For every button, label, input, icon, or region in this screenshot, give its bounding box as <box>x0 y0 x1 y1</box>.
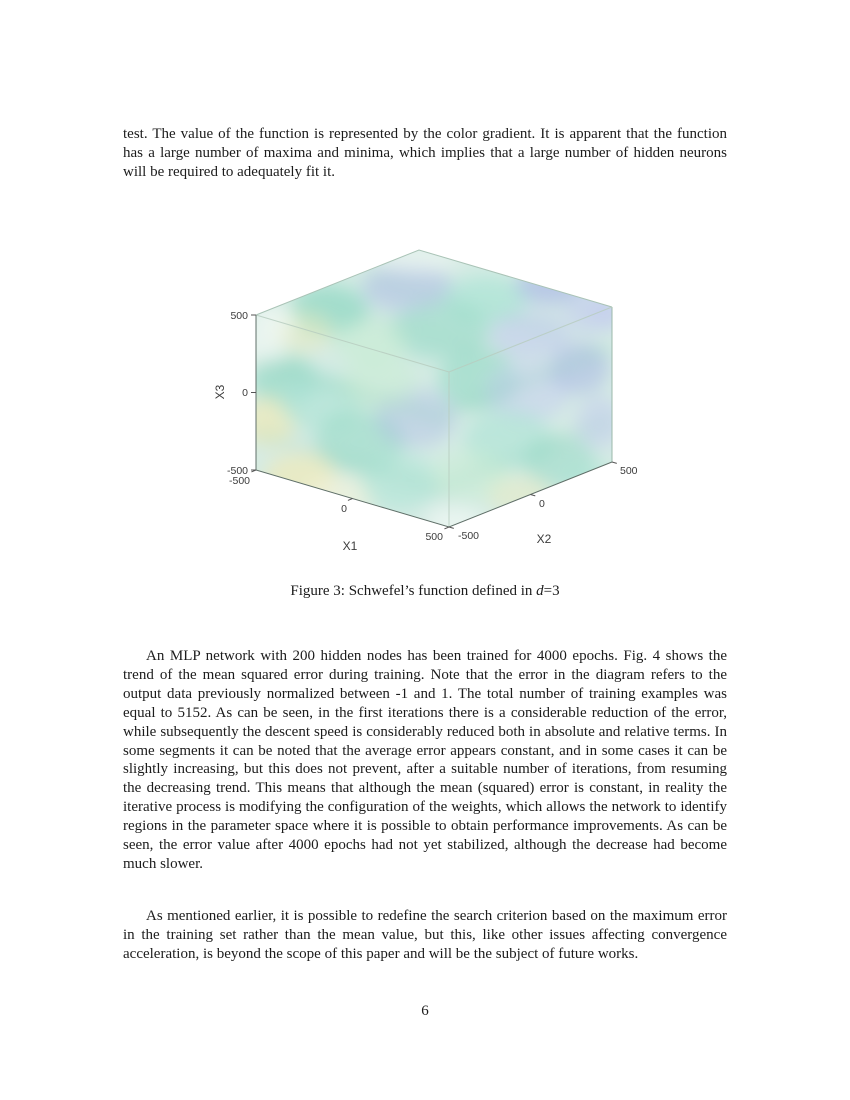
x2-tick-max: 500 <box>620 465 638 477</box>
x3-axis-label: X3 <box>213 384 227 400</box>
figure-caption-math-d: d <box>536 583 544 599</box>
x2-tick-mid: 0 <box>539 498 545 510</box>
x1-tick-max: 500 <box>425 531 443 543</box>
x2-axis-label: X2 <box>536 532 552 546</box>
paragraph-body2: As mentioned earlier, it is possible to redefine the search criterion based on the maximum error in the training set rather than the mean value, but this, like other issues affecting convergence acceleration, is beyond the scope of this paper and will be the subject of future works. <box>123 908 727 962</box>
x3-tick-mid: 0 <box>242 387 248 399</box>
x1-axis-label: X1 <box>342 539 358 553</box>
x1-tick-min: -500 <box>228 475 250 487</box>
page-number: 6 <box>421 1003 429 1019</box>
x3-tick-bottom: -500 <box>226 465 248 477</box>
figure-caption-text: Figure 3: Schwefel’s function defined in <box>290 583 537 599</box>
volume-render <box>239 244 636 539</box>
paragraph-intro: test. The value of the function is represented by the color gradient. It is apparent that the function has a large number of maxima and minima, which implies that a large number of hidden neurons will be required to adequately fit it. <box>123 126 727 180</box>
paragraph-body1: An MLP network with 200 hidden nodes has been trained for 4000 epochs. Fig. 4 shows the trend of the mean squared error during training. Note that the error in the diagram refers to the output data previously normalized between -1 and 1. The total number of training examples was equal to 5152. As can be seen, in the first iterations there is a considerable reduction of the error, while subsequently the descent speed is considerably reduced both in absolute and relative terms. In some segments it can be noted that the average error appears constant, and in some cases it can be slightly increasing, but this does not prevent, after a suitable number of iterations, from resuming the decreasing trend. This means that although the mean (squared) error is constant, in reality the iterative process is modifying the configuration of the weights, which allows the network to identify regions in the parameter space where it is possible to obtain performance improvements. As can be seen, the error value after 4000 epochs had not yet stabilized, although the decrease had become much slower. <box>123 648 727 872</box>
x1-tick-mid: 0 <box>341 503 347 515</box>
figure-caption-math-rest: =3 <box>543 583 560 599</box>
x3-tick-top: 500 <box>230 310 248 322</box>
figure-caption <box>123 583 727 600</box>
schwefel-3d-plot <box>208 240 648 560</box>
x2-tick-min: -500 <box>458 530 480 542</box>
